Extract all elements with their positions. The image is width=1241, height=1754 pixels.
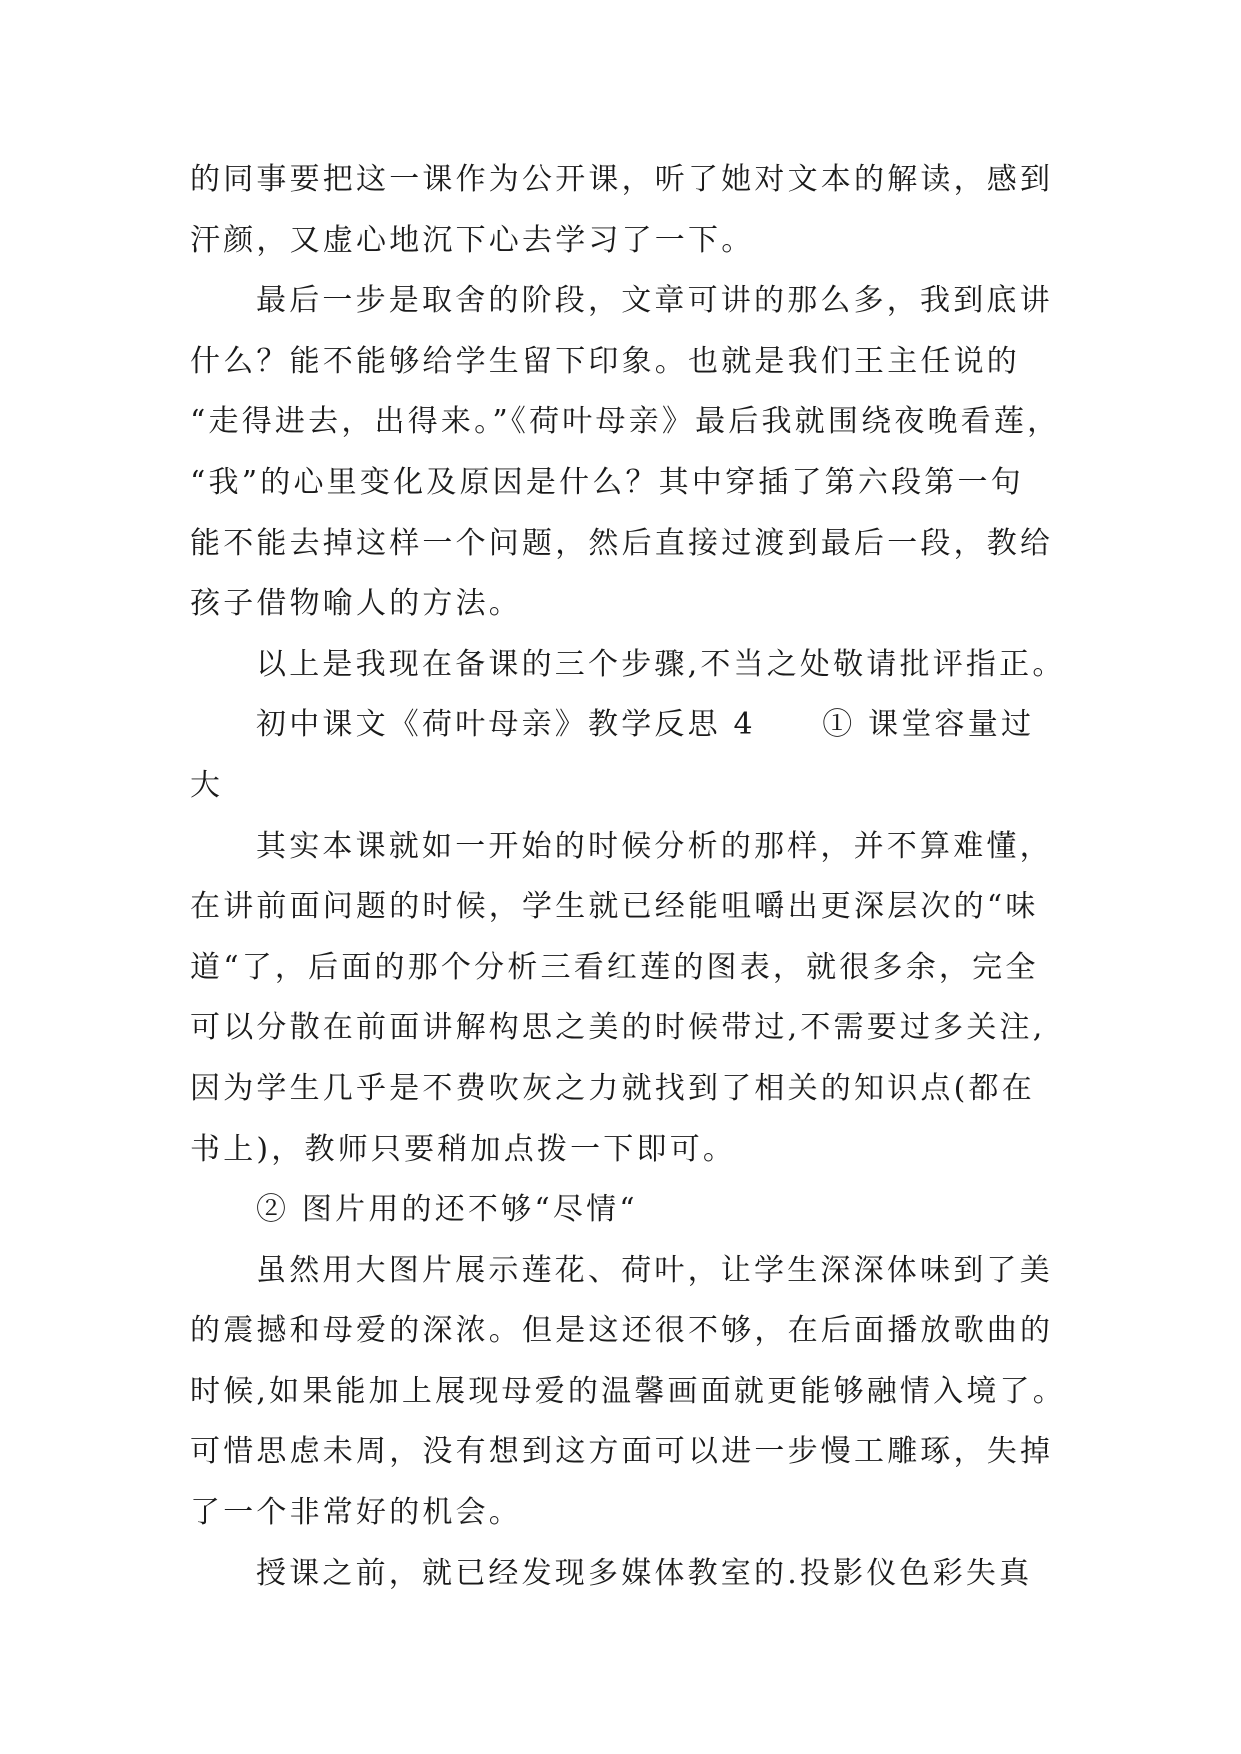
text-line: 孩子借物喻人的方法。 xyxy=(190,586,522,622)
text-line: 汗颜，又虚心地沉下心去学习了一下。 xyxy=(190,222,755,258)
text-line: 其实本课就如一开始的时候分析的那样，并不算难懂， xyxy=(256,828,1053,864)
text-line: 什么？能不能够给学生留下印象。也就是我们王主任说的 xyxy=(190,343,1020,379)
text-line: 最后一步是取舍的阶段，文章可讲的那么多，我到底讲 xyxy=(256,283,1053,319)
text-line: 可惜思虑未周，没有想到这方面可以进一步慢工雕琢，失掉 xyxy=(190,1434,1054,1470)
text-line: 的震撼和母爱的深浓。但是这还很不够，在后面播放歌曲的 xyxy=(190,1313,1054,1349)
text-line: ② 图片用的还不够“尽情“ xyxy=(256,1192,638,1228)
text-line: 可以分散在前面讲解构思之美的时候带过,不需要过多关注, xyxy=(190,1010,1046,1046)
text-line: 初中课文《荷叶母亲》教学反思 4 ① 课堂容量过 xyxy=(256,707,1035,743)
text-line: “我”的心里变化及原因是什么？其中穿插了第六段第一句 xyxy=(190,464,1024,500)
text-line: 道“了，后面的那个分析三看红莲的图表，就很多余，完全 xyxy=(190,949,1039,985)
text-line: 以上是我现在备课的三个步骤,不当之处敬请批评指正。 xyxy=(256,646,1066,682)
text-line: 了一个非常好的机会。 xyxy=(190,1495,522,1531)
text-line: 虽然用大图片展示莲花、荷叶，让学生深深体味到了美 xyxy=(256,1252,1053,1288)
text-line: 书上)，教师只要稍加点拨一下即可。 xyxy=(190,1131,737,1167)
document-body xyxy=(190,150,1070,1604)
text-line: 时候,如果能加上展现母爱的温馨画面就更能够融情入境了。 xyxy=(190,1373,1066,1409)
text-line: 大 xyxy=(190,767,224,803)
text-line: 在讲前面问题的时候，学生就已经能咀嚼出更深层次的“味 xyxy=(190,889,1039,925)
text-line: “走得进去，出得来。”《荷叶母亲》最后我就围绕夜晚看莲， xyxy=(190,404,1061,440)
text-line: 能不能去掉这样一个问题，然后直接过渡到最后一段，教给 xyxy=(190,525,1054,561)
text-line: 授课之前，就已经发现多媒体教室的.投影仪色彩失真 xyxy=(256,1555,1033,1591)
text-line: 因为学生几乎是不费吹灰之力就找到了相关的知识点(都在 xyxy=(190,1070,1035,1106)
text-line: 的同事要把这一课作为公开课，听了她对文本的解读，感到 xyxy=(190,162,1054,197)
